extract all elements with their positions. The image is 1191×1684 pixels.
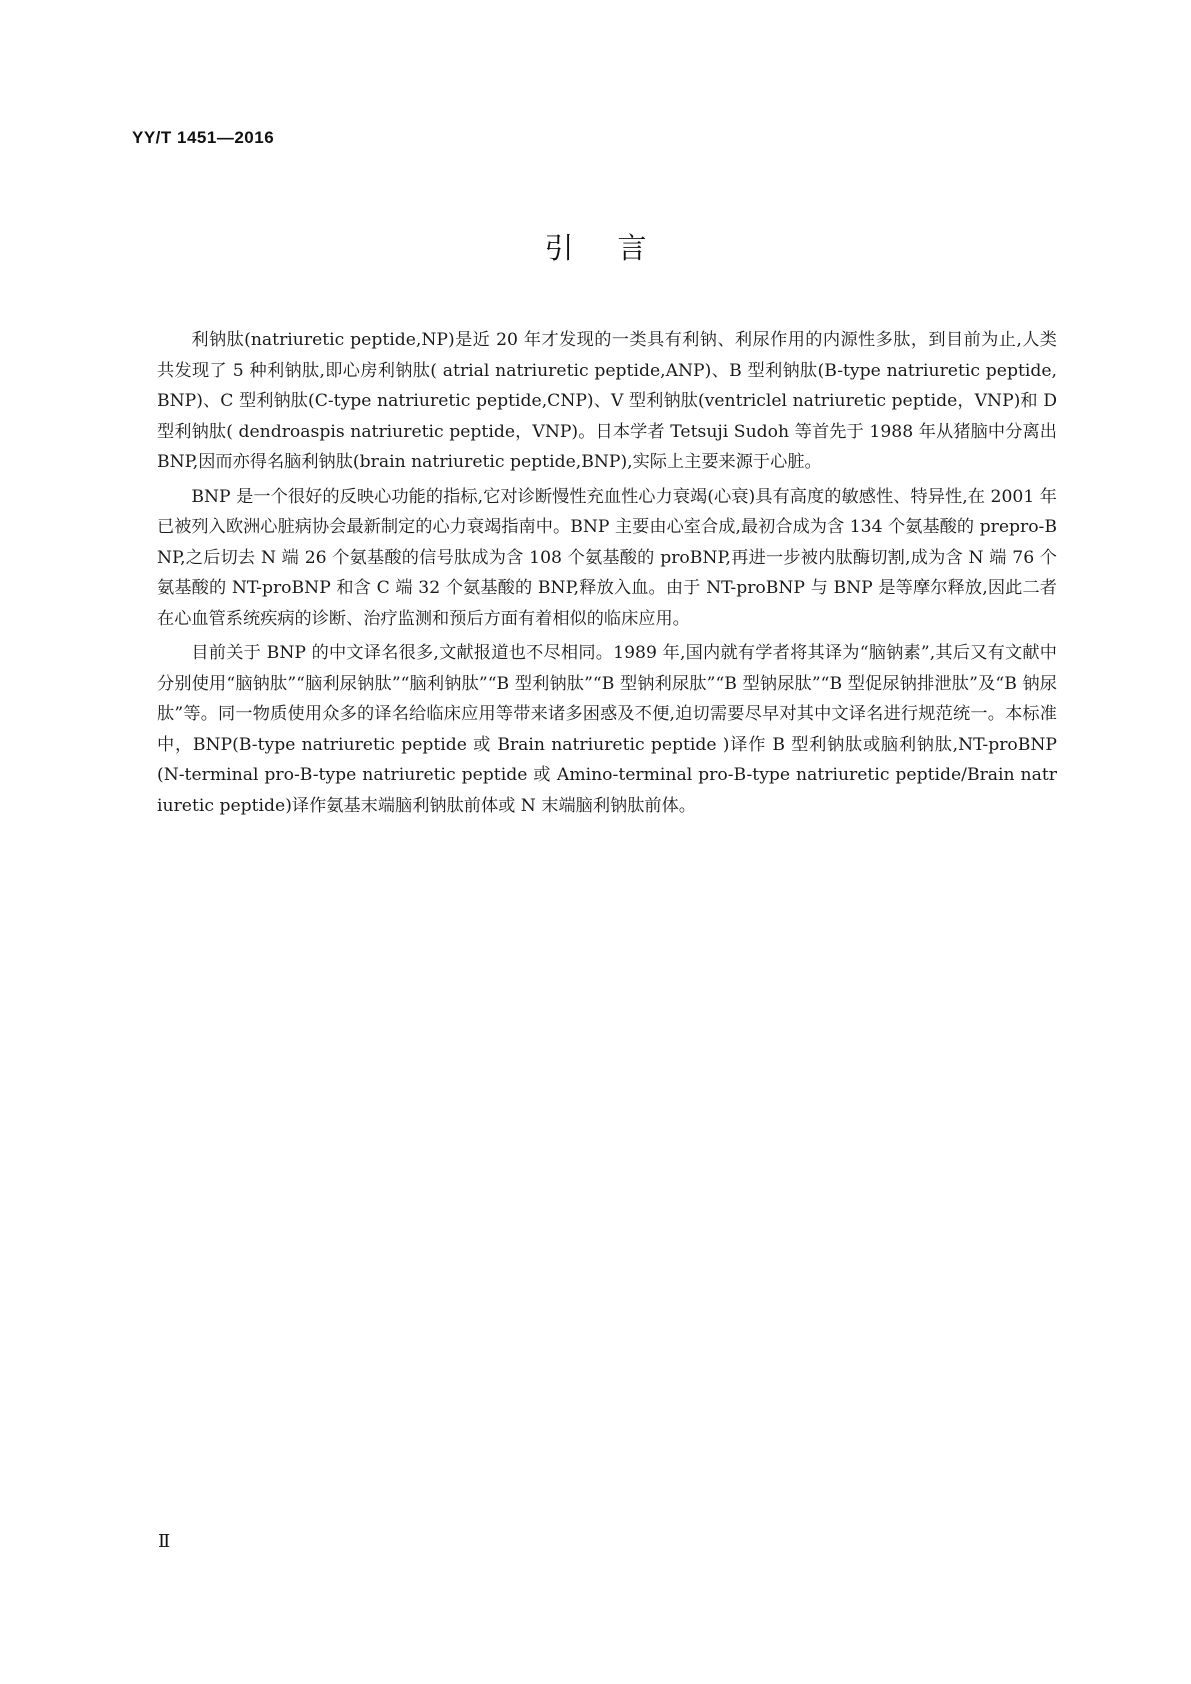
paragraph: 目前关于 BNP 的中文译名很多,文献报道也不尽相同。1989 年,国内就有学者将其译为“脑钠素”,其后又有文献中分别使用“脑钠肽”“脑利尿钠肽”“脑利钠肽”“B 型利钠肽”“B 型钠利尿肽”“B 型钠尿肽”“B 型促尿钠排泄肽”及“B 钠尿肽”等。同一物质使用众多的译名给临床应用等带来诸多困惑及不便,迫切需要尽早对其中文译名进行规范统一。本标准中，BNP(B-type natriuretic peptide 或 Brain natriuretic peptide )译作 B 型利钠肽或脑利钠肽,NT-proBNP(N-terminal pro-B-type natriuretic peptide 或 Amino-terminal pro-B-type natriuretic peptide/Brain natriuretic peptide)译作氨基末端脑利钠肽前体或 N 末端脑利钠肽前体。 (157, 643, 1057, 816)
page-number: Ⅱ (158, 1531, 171, 1551)
body-text (157, 325, 1057, 825)
paragraph: BNP 是一个很好的反映心功能的指标,它对诊断慢性充血性心力衰竭(心衰)具有高度的敏感性、特异性,在 2001 年已被列入欧洲心脏病协会最新制定的心力衰竭指南中。BNP 主要由心室合成,最初合成为含 134 个氨基酸的 prepro-BNP,之后切去 N 端 26 个氨基酸的信号肽成为含 108 个氨基酸的 proBNP,再进一步被内肽酶切割,成为含 N 端 76 个氨基酸的 NT-proBNP 和含 C 端 32 个氨基酸的 BNP,释放入血。由于 NT-proBNP 与 BNP 是等摩尔释放,因此二者在心血管系统疾病的诊断、治疗监测和预后方面有着相似的临床应用。 (157, 486, 1057, 629)
paragraph: 利钠肽(natriuretic peptide,NP)是近 20 年才发现的一类具有利钠、利尿作用的内源性多肽，到目前为止,人类共发现了 5 种利钠肽,即心房利钠肽( atrial natriuretic peptide,ANP)、B 型利钠肽(B-type natriuretic peptide,BNP)、C 型利钠肽(C-type natriuretic peptide,CNP)、V 型利钠肽(ventriclel natriuretic peptide，VNP)和 D 型利钠肽( dendroaspis natriuretic peptide，VNP)。日本学者 Tetsuji Sudoh 等首先于 1988 年从猪脑中分离出 BNP,因而亦得名脑利钠肽(brain natriuretic peptide,BNP),实际上主要来源于心脏。 (157, 330, 1057, 472)
section-title: 引言 (544, 231, 691, 265)
standard-code: YY/T 1451—2016 (132, 128, 275, 147)
